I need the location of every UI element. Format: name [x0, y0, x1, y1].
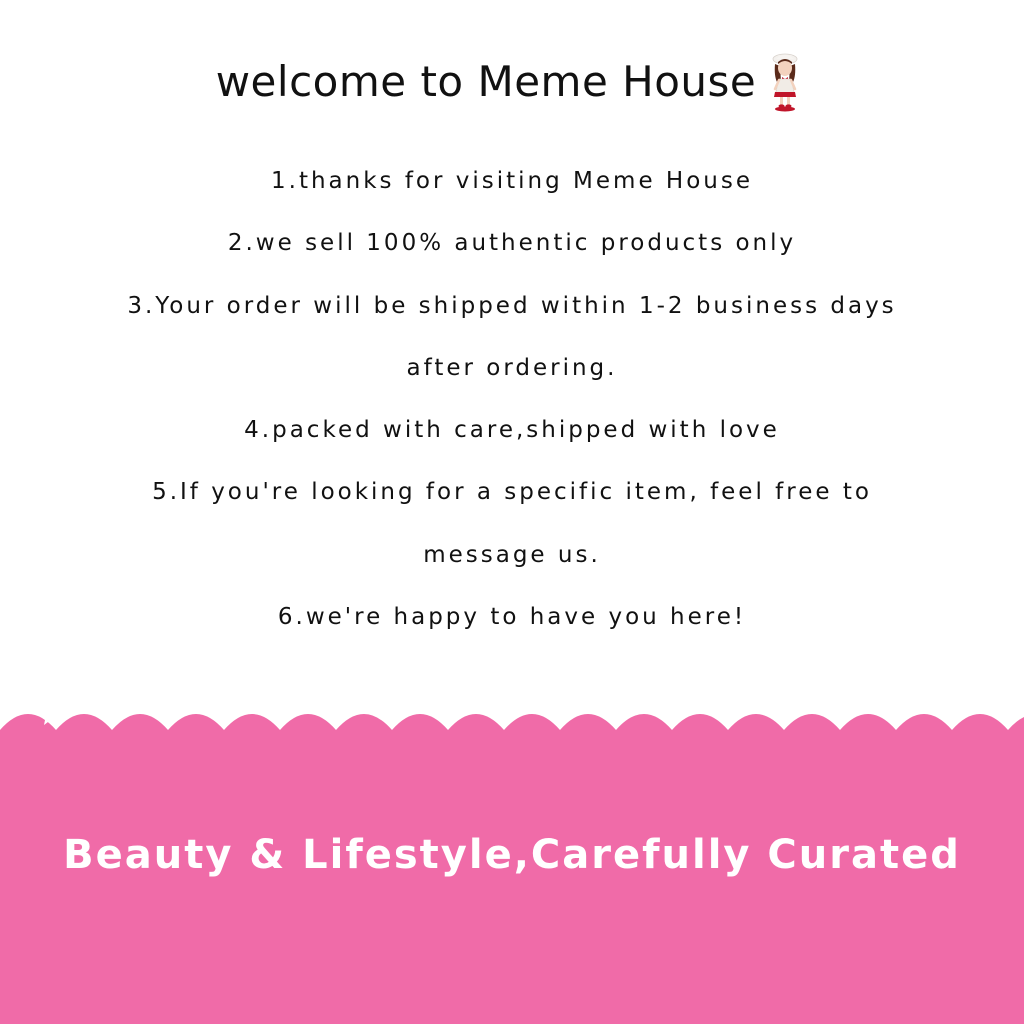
doll-figure-icon	[762, 50, 808, 112]
notes-list	[60, 150, 964, 648]
header	[0, 46, 1024, 116]
note-line-6: 6.we're happy to have you here!	[277, 604, 747, 631]
note-line-5: 5.If you're looking for a specific item, feel free to	[152, 479, 872, 506]
note-line-1: 1.thanks for visiting Meme House	[271, 168, 753, 194]
note-line-4: 4.packed with care,shipped with love	[244, 417, 780, 444]
note-line-3: 3.Your order will be shipped within 1-2 business days	[127, 292, 897, 319]
footer-tagline: Beauty & Lifestyle,Carefully Curated	[63, 832, 961, 878]
note-line-2: 2.we sell 100% authentic products only	[227, 230, 797, 257]
note-line-5-continued: message us.	[423, 541, 601, 568]
note-line-3-continued: after ordering.	[406, 354, 618, 381]
page-title: welcome to Meme House	[215, 56, 757, 106]
footer-banner	[0, 700, 1024, 1024]
